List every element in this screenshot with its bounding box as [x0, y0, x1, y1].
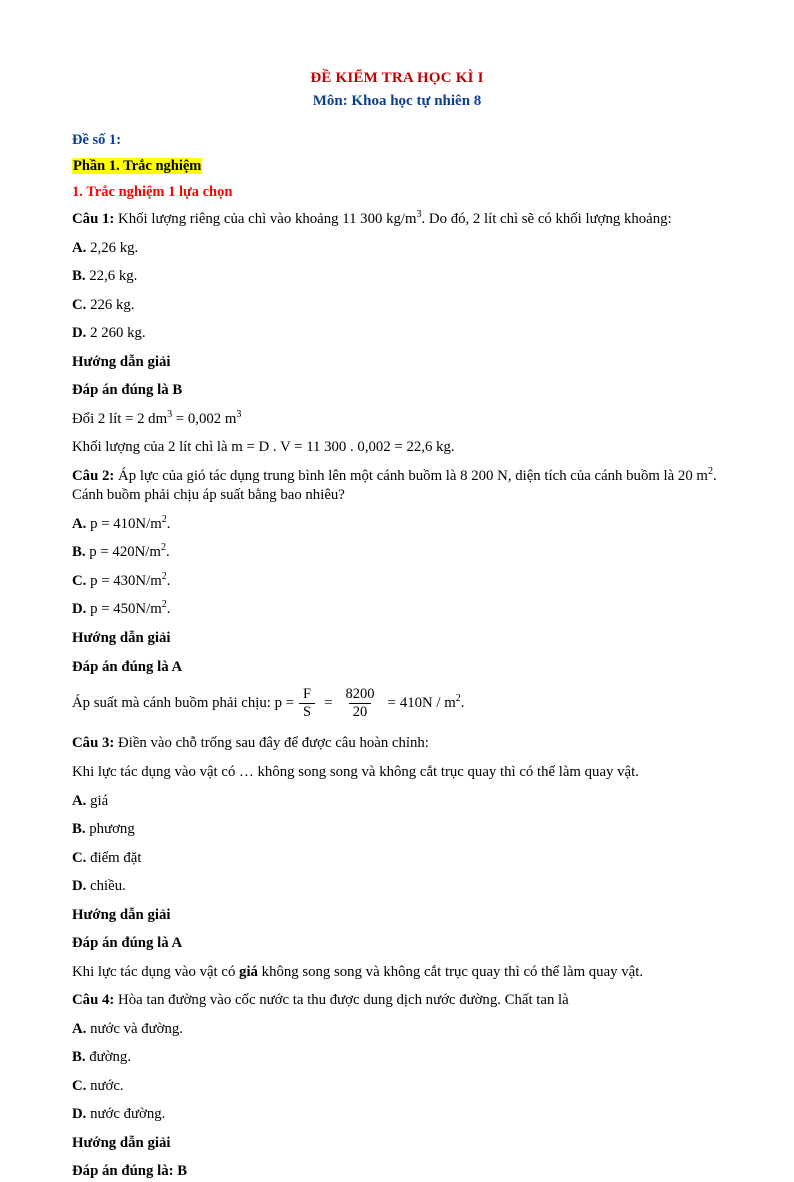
- option-text: nước.: [90, 1077, 124, 1094]
- solution-sup: 3: [167, 408, 173, 420]
- option-a: [72, 515, 722, 535]
- option-a: [72, 792, 722, 812]
- question-stem: [72, 991, 722, 1011]
- option-text: 226 kg.: [90, 296, 135, 313]
- option-tail: .: [166, 572, 171, 589]
- question-number: Câu 1:: [72, 211, 115, 227]
- question-stem-post: . Cánh buồm phải chịu áp suất bằng bao nhiêu?: [72, 467, 717, 504]
- option-d: [72, 877, 722, 897]
- exam-number-label: Đề số 1:: [72, 132, 122, 148]
- question-stem-pre: Khối lượng riêng của chì vào khoảng 11 300 kg/m: [118, 211, 417, 227]
- option-label: D.: [72, 601, 87, 618]
- solution-line-1: [72, 410, 722, 430]
- page-subtitle: Môn: Khoa học tự nhiên 8: [312, 93, 482, 109]
- question-stem-sup: 3: [416, 209, 422, 221]
- question-stem-pre: Điền vào chỗ trống sau đây để được câu hoàn chỉnh:: [118, 735, 429, 752]
- part-heading-text: Phần 1. Trắc nghiệm: [73, 158, 202, 174]
- fraction-numerator: F: [303, 686, 312, 703]
- option-text: p = 420N/m: [89, 544, 161, 561]
- option-label: A.: [72, 792, 87, 809]
- explanation-post: không song song và không cắt trục quay thì có thể làm quay vật.: [257, 963, 644, 980]
- equals-sign-2: =: [387, 695, 396, 712]
- guide-label: Hướng dẫn giải: [72, 353, 171, 370]
- option-text: nước đường.: [90, 1106, 166, 1123]
- option-b: [72, 1048, 722, 1068]
- page-title: ĐỀ KIỂM TRA HỌC KÌ I: [310, 70, 484, 86]
- option-c: [72, 1077, 722, 1097]
- fraction-numerator: 8200: [345, 686, 375, 703]
- section-heading: 1. Trắc nghiệm 1 lựa chọn: [72, 184, 233, 200]
- question-number: Câu 2:: [72, 467, 115, 484]
- formula-result-wrap: [400, 695, 465, 712]
- question-stem-pre: Áp lực của gió tác dụng trung bình lên một cánh buồm là 8 200 N, diện tích của cánh buồm là 20 m: [118, 467, 708, 484]
- option-c: [72, 572, 722, 592]
- formula-row: [72, 687, 722, 720]
- option-sup: 2: [161, 513, 167, 525]
- option-text: p = 430N/m: [90, 572, 162, 589]
- option-label: A.: [72, 515, 87, 532]
- explanation-line: [72, 963, 722, 983]
- option-label: D.: [72, 325, 87, 342]
- question-extra-line: Khi lực tác dụng vào vật có … không song song và không cắt trục quay thì có thể làm quay vật.: [72, 764, 639, 780]
- solution-text: Đổi 2 lít = 2 dm: [72, 410, 168, 427]
- question-number: Câu 3:: [72, 735, 115, 752]
- option-text: 2 260 kg.: [90, 325, 146, 342]
- question-stem: [72, 734, 722, 754]
- solution-text: Khối lượng của 2 lít chì là m = D . V = 11 300 . 0,002 = 22,6 kg.: [72, 439, 455, 456]
- option-label: B.: [72, 1049, 86, 1066]
- question-stem-post: . Do đó, 2 lít chì sẽ có khối lượng khoảng:: [421, 211, 672, 227]
- option-label: B.: [72, 544, 86, 561]
- option-text: 2,26 kg.: [90, 239, 139, 256]
- option-sup: 2: [160, 542, 166, 554]
- option-d: [72, 600, 722, 620]
- option-sup: 2: [161, 599, 167, 611]
- formula-result-sup: 2: [455, 693, 461, 705]
- option-text: giá: [90, 792, 109, 809]
- option-label: A.: [72, 1020, 87, 1037]
- answer-label: Đáp án đúng là B: [72, 382, 183, 399]
- option-label: C.: [72, 296, 87, 313]
- option-a: [72, 1020, 722, 1040]
- guide-label: Hướng dẫn giải: [72, 629, 171, 646]
- option-label: D.: [72, 878, 87, 895]
- option-b: [72, 267, 722, 287]
- option-tail: .: [166, 515, 171, 532]
- option-tail: .: [165, 544, 170, 561]
- option-text: p = 450N/m: [90, 601, 162, 618]
- fraction-8200-over-20: [341, 687, 378, 720]
- equals-sign-1: =: [324, 695, 333, 712]
- solution-sup2: 3: [236, 408, 242, 420]
- option-text: 22,6 kg.: [89, 268, 138, 285]
- option-label: B.: [72, 821, 86, 838]
- option-text: chiều.: [90, 878, 126, 895]
- question-stem: [72, 210, 722, 230]
- option-label: C.: [72, 849, 87, 866]
- question-stem: [72, 467, 722, 506]
- option-label: B.: [72, 268, 86, 285]
- question-number: Câu 4:: [72, 992, 115, 1009]
- formula-result: 410N / m: [399, 695, 456, 712]
- part-heading: [72, 158, 722, 175]
- option-b: [72, 543, 722, 563]
- solution-text-mid: = 0,002 m: [172, 410, 237, 427]
- question-stem-pre: Hòa tan đường vào cốc nước ta thu được dung dịch nước đường. Chất tan là: [118, 992, 569, 1009]
- option-text: nước và đường.: [90, 1020, 184, 1037]
- option-a: [72, 239, 722, 259]
- answer-label: Đáp án đúng là A: [72, 935, 183, 952]
- option-label: A.: [72, 239, 87, 256]
- option-label: C.: [72, 572, 87, 589]
- option-b: [72, 820, 722, 840]
- explanation-pre: Khi lực tác dụng vào vật có: [72, 963, 240, 980]
- option-c: [72, 849, 722, 869]
- answer-label: Đáp án đúng là A: [72, 658, 183, 675]
- formula-tail: .: [460, 695, 465, 712]
- solution-line-2: [72, 438, 722, 458]
- option-tail: .: [166, 601, 171, 618]
- option-text: điểm đặt: [90, 849, 142, 866]
- guide-label: Hướng dẫn giải: [72, 1134, 171, 1151]
- explanation-keyword: giá: [239, 963, 258, 980]
- option-label: C.: [72, 1077, 87, 1094]
- fraction-denominator: S: [299, 703, 315, 720]
- answer-label: Đáp án đúng là: B: [72, 1163, 188, 1180]
- option-c: [72, 296, 722, 316]
- guide-label: Hướng dẫn giải: [72, 906, 171, 923]
- option-label: D.: [72, 1106, 87, 1123]
- fraction-denominator: 20: [349, 703, 372, 720]
- option-text: p = 410N/m: [90, 515, 162, 532]
- option-sup: 2: [161, 570, 167, 582]
- formula-lead: Áp suất mà cánh buồm phải chịu: p =: [72, 695, 295, 712]
- fraction-f-over-s: [299, 687, 315, 720]
- option-text: đường.: [89, 1049, 132, 1066]
- option-d: [72, 324, 722, 344]
- question-stem-sup: 2: [707, 465, 713, 477]
- option-text: phương: [89, 821, 135, 838]
